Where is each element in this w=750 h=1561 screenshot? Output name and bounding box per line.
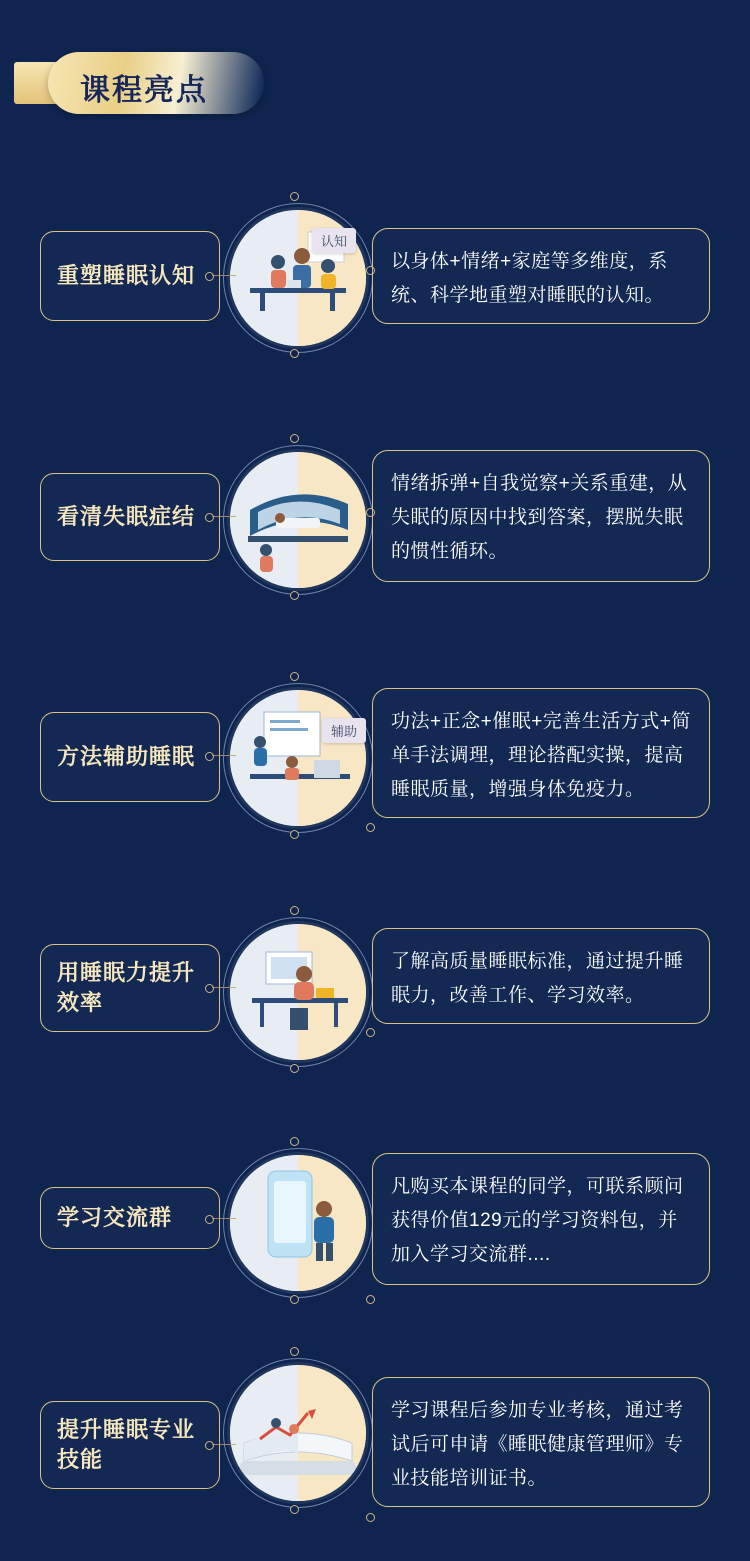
connector-dot: [290, 434, 299, 443]
highlight-label-text: 用睡眠力提升效率: [57, 960, 196, 1015]
illustration-6: [230, 1365, 366, 1501]
illustration-tag: 认知: [312, 228, 356, 253]
highlight-label-1: [40, 231, 220, 321]
connector-line: [212, 1444, 236, 1445]
open-book-growth-icon: [230, 1365, 366, 1501]
connector-dot: [205, 752, 214, 761]
highlight-label-3: [40, 712, 220, 802]
highlight-desc-text: 凡购买本课程的同学，可联系顾问获得价值129元的学习资料包，并加入学习交流群....: [391, 1176, 684, 1265]
connector-dot: [366, 1028, 375, 1037]
connector-line: [212, 755, 236, 756]
connector-dot: [290, 192, 299, 201]
illustration-tag: 辅助: [322, 718, 366, 743]
illustration-3: [230, 690, 366, 826]
connector-dot: [366, 1513, 375, 1522]
connector-dot: [366, 823, 375, 832]
illustration-2: [230, 452, 366, 588]
connector-dot: [290, 1347, 299, 1356]
connector-line: [212, 987, 236, 988]
smartphone-chat-icon: [230, 1155, 366, 1291]
person-at-desk-icon: [230, 924, 366, 1060]
highlight-desc-text: 了解高质量睡眠标准，通过提升睡眠力，改善工作、学习效率。: [391, 951, 684, 1006]
connector-dot: [290, 1137, 299, 1146]
highlight-label-text: 提升睡眠专业技能: [57, 1417, 196, 1472]
connector-dot: [205, 272, 214, 281]
highlight-desc-1: [372, 228, 710, 324]
highlight-label-4: [40, 944, 220, 1032]
connector-dot: [290, 906, 299, 915]
highlight-desc-text: 功法+正念+催眠+完善生活方式+简单手法调理，理论搭配实操，提高睡眠质量，增强身体免疫力。: [391, 711, 691, 800]
connector-dot: [290, 1295, 299, 1304]
connector-dot: [205, 1441, 214, 1450]
illustration-4: [230, 924, 366, 1060]
highlight-label-text: 看清失眠症结: [57, 504, 196, 529]
connector-dot: [290, 349, 299, 358]
connector-line: [212, 516, 236, 517]
highlight-desc-2: [372, 450, 710, 582]
connector-dot: [205, 984, 214, 993]
highlight-desc-3: [372, 688, 710, 818]
highlight-desc-4: [372, 928, 710, 1024]
connector-dot: [290, 1505, 299, 1514]
highlight-label-text: 重塑睡眠认知: [57, 263, 196, 288]
illustration-5: [230, 1155, 366, 1291]
connector-dot: [290, 1064, 299, 1073]
highlight-desc-text: 学习课程后参加专业考核，通过考试后可申请《睡眠健康管理师》专业技能培训证书。: [391, 1400, 684, 1489]
page-title: 课程亮点: [80, 74, 208, 107]
connector-dot: [366, 1295, 375, 1304]
highlight-label-2: [40, 473, 220, 561]
page-header: [14, 52, 274, 114]
whiteboard-teaching-icon: [230, 690, 366, 826]
connector-line: [212, 275, 236, 276]
connector-dot: [290, 591, 299, 600]
highlight-desc-6: [372, 1377, 710, 1507]
connector-dot: [290, 830, 299, 839]
person-sleeping-bed-icon: [230, 452, 366, 588]
highlight-desc-text: 以身体+情绪+家庭等多维度，系统、科学地重塑对睡眠的认知。: [391, 251, 668, 306]
highlight-label-text: 方法辅助睡眠: [57, 744, 196, 769]
illustration-1: [230, 210, 366, 346]
highlight-label-text: 学习交流群: [57, 1205, 173, 1230]
highlight-desc-5: [372, 1153, 710, 1285]
connector-dot: [205, 513, 214, 522]
highlight-label-5: [40, 1187, 220, 1249]
connector-dot: [290, 672, 299, 681]
highlight-desc-text: 情绪拆弹+自我觉察+关系重建，从失眠的原因中找到答案，摆脱失眠的惯性循环。: [391, 473, 688, 562]
highlight-label-6: [40, 1401, 220, 1489]
connector-line: [212, 1218, 236, 1219]
connector-dot: [205, 1215, 214, 1224]
